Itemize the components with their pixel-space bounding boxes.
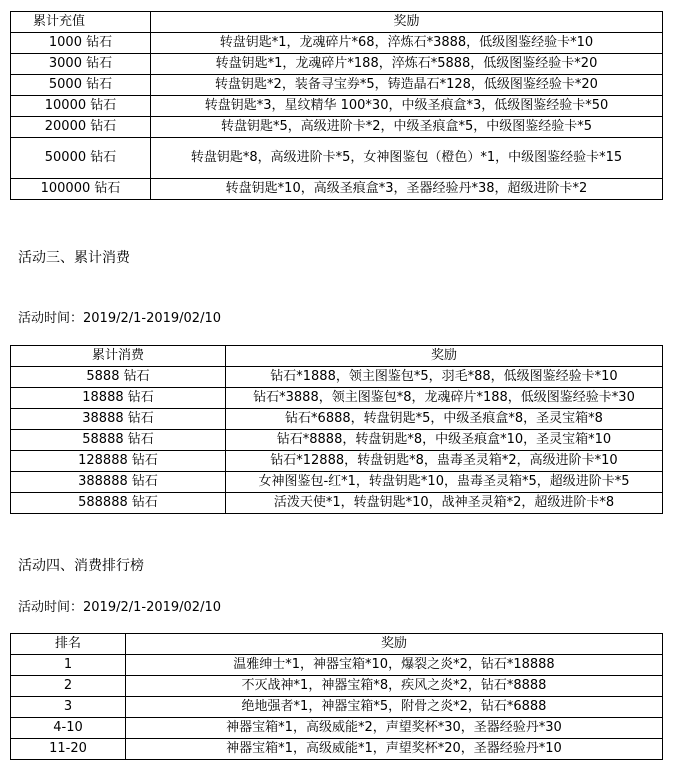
table-row bbox=[11, 451, 663, 472]
table-header-row bbox=[11, 346, 663, 367]
amount-cell: 5888 钻石 bbox=[11, 367, 226, 388]
reward-cell: 转盘钥匙*10，高级圣痕盒*3，圣器经验丹*38，超级进阶卡*2 bbox=[151, 179, 663, 200]
reward-cell: 钻石*3888，领主图鉴包*8，龙魂碎片*188，低级图鉴经验卡*30 bbox=[226, 388, 663, 409]
table-row bbox=[11, 117, 663, 138]
amount-cell: 388888 钻石 bbox=[11, 472, 226, 493]
reward-cell: 神器宝箱*1，高级威能*1，声望奖杯*20，圣器经验丹*10 bbox=[126, 739, 663, 760]
amount-cell: 50000 钻石 bbox=[11, 138, 151, 179]
table-row bbox=[11, 472, 663, 493]
amount-cell: 18888 钻石 bbox=[11, 388, 226, 409]
rank-cell: 4-10 bbox=[11, 718, 126, 739]
amount-cell: 1000 钻石 bbox=[11, 33, 151, 54]
table-row bbox=[11, 75, 663, 96]
table-row bbox=[11, 739, 663, 760]
reward-cell: 女神图鉴包-红*1，转盘钥匙*10，蛊毒圣灵箱*5，超级进阶卡*5 bbox=[226, 472, 663, 493]
reward-cell: 不灭战神*1，神器宝箱*8，疾风之炎*2，钻石*8888 bbox=[126, 676, 663, 697]
amount-cell: 10000 钻石 bbox=[11, 96, 151, 117]
table-row bbox=[11, 655, 663, 676]
reward-cell: 活泼天使*1，转盘钥匙*10，战神圣灵箱*2，超级进阶卡*8 bbox=[226, 493, 663, 514]
amount-cell: 58888 钻石 bbox=[11, 430, 226, 451]
rank-cell: 2 bbox=[11, 676, 126, 697]
reward-cell: 钻石*8888，转盘钥匙*8，中级圣痕盒*10，圣灵宝箱*10 bbox=[226, 430, 663, 451]
table-row bbox=[11, 409, 663, 430]
amount-cell: 5000 钻石 bbox=[11, 75, 151, 96]
reward-cell: 神器宝箱*1，高级威能*2，声望奖杯*30，圣器经验丹*30 bbox=[126, 718, 663, 739]
amount-cell: 38888 钻石 bbox=[11, 409, 226, 430]
header-cell: 奖励 bbox=[151, 12, 663, 33]
consume-table bbox=[10, 345, 663, 514]
section3-title: 活动三、累计消费 bbox=[18, 250, 130, 266]
reward-cell: 转盘钥匙*5，高级进阶卡*2，中级圣痕盒*5，中级图鉴经验卡*5 bbox=[151, 117, 663, 138]
reward-cell: 转盘钥匙*1，龙魂碎片*188，淬炼石*5888，低级图鉴经验卡*20 bbox=[151, 54, 663, 75]
table-row bbox=[11, 430, 663, 451]
section3-time: 活动时间：2019/2/1-2019/02/10 bbox=[18, 311, 222, 326]
header-cell: 累计消费 bbox=[11, 346, 226, 367]
section4-time: 活动时间：2019/2/1-2019/02/10 bbox=[18, 600, 222, 615]
reward-cell: 钻石*12888，转盘钥匙*8，蛊毒圣灵箱*2，高级进阶卡*10 bbox=[226, 451, 663, 472]
reward-cell: 转盘钥匙*8，高级进阶卡*5，女神图鉴包（橙色）*1，中级图鉴经验卡*15 bbox=[151, 138, 663, 179]
table-row bbox=[11, 138, 663, 179]
reward-cell: 钻石*6888，转盘钥匙*5，中级圣痕盒*8，圣灵宝箱*8 bbox=[226, 409, 663, 430]
table-row bbox=[11, 33, 663, 54]
reward-cell: 绝地强者*1，神器宝箱*5，附骨之炎*2，钻石*6888 bbox=[126, 697, 663, 718]
recharge-table bbox=[10, 11, 663, 200]
header-cell: 奖励 bbox=[226, 346, 663, 367]
table-row bbox=[11, 697, 663, 718]
table-header-row bbox=[11, 634, 663, 655]
header-cell: 奖励 bbox=[126, 634, 663, 655]
header-cell: 排名 bbox=[11, 634, 126, 655]
section4-title: 活动四、消费排行榜 bbox=[18, 558, 144, 574]
table-row bbox=[11, 493, 663, 514]
reward-cell: 温雅绅士*1，神器宝箱*10，爆裂之炎*2，钻石*18888 bbox=[126, 655, 663, 676]
table-row bbox=[11, 96, 663, 117]
table-header-row bbox=[11, 12, 663, 33]
reward-cell: 转盘钥匙*1，龙魂碎片*68，淬炼石*3888，低级图鉴经验卡*10 bbox=[151, 33, 663, 54]
amount-cell: 100000 钻石 bbox=[11, 179, 151, 200]
table-row bbox=[11, 676, 663, 697]
table-row bbox=[11, 367, 663, 388]
table-row bbox=[11, 718, 663, 739]
table-row bbox=[11, 54, 663, 75]
table-row bbox=[11, 388, 663, 409]
header-cell: 累计充值 bbox=[11, 12, 151, 33]
reward-cell: 钻石*1888，领主图鉴包*5，羽毛*88，低级图鉴经验卡*10 bbox=[226, 367, 663, 388]
ranking-table bbox=[10, 633, 663, 760]
rank-cell: 1 bbox=[11, 655, 126, 676]
amount-cell: 20000 钻石 bbox=[11, 117, 151, 138]
amount-cell: 588888 钻石 bbox=[11, 493, 226, 514]
rank-cell: 3 bbox=[11, 697, 126, 718]
rank-cell: 11-20 bbox=[11, 739, 126, 760]
reward-cell: 转盘钥匙*3，星纹精华 100*30，中级圣痕盒*3，低级图鉴经验卡*50 bbox=[151, 96, 663, 117]
amount-cell: 128888 钻石 bbox=[11, 451, 226, 472]
reward-cell: 转盘钥匙*2，装备寻宝券*5，铸造晶石*128，低级图鉴经验卡*20 bbox=[151, 75, 663, 96]
table-row bbox=[11, 179, 663, 200]
amount-cell: 3000 钻石 bbox=[11, 54, 151, 75]
